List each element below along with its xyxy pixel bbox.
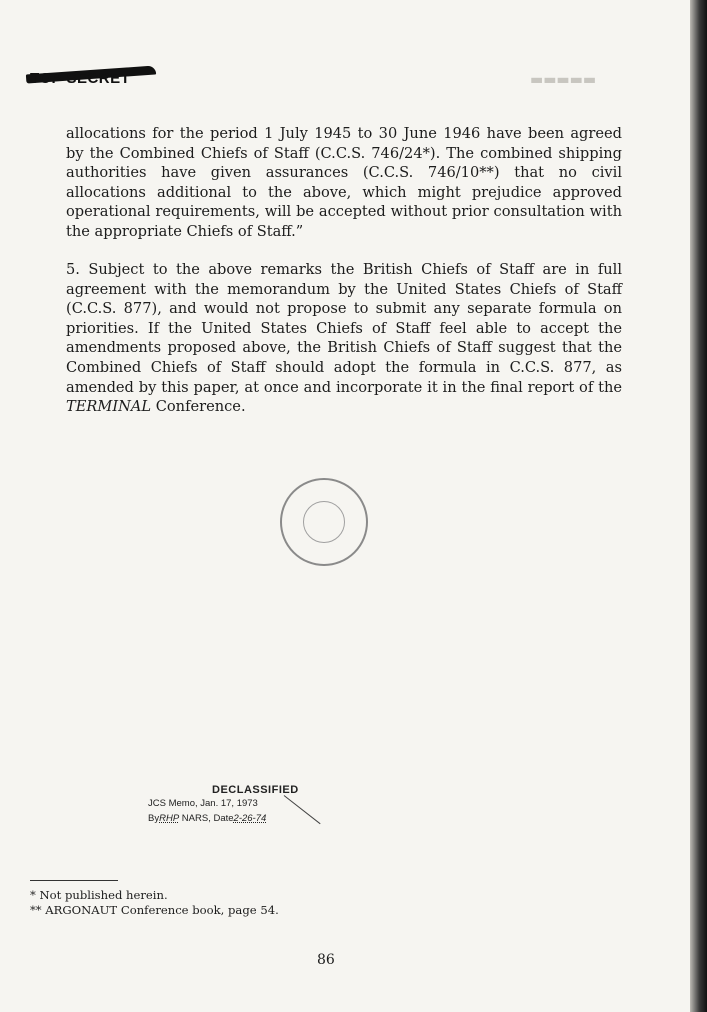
library-seal-inner-ring [303,501,345,543]
paragraph-5-text: 5. Subject to the above remarks the British Chiefs of Staff are in full agreement with the memorandum by the United States Chiefs of Staff (C.C.S. 877), and would not propose to submit any separate formula on priorities. If the United States Chiefs of Staff feel able to accept the amendments proposed above, the British Chiefs of Staff suggest that the Combined Chiefs of Staff should adopt the formula in C.C.S. 877, as amended by this paper, at once and incorporate it in the final report of the [66,261,622,396]
paragraph-5 [66,260,622,417]
declassified-by-value: RHP [159,813,180,824]
footnote-2: ** ARGONAUT Conference book, page 54. [30,903,279,917]
declassified-date-value: 2-26-74 [233,813,267,824]
declassified-authority: JCS Memo, Jan. 17, 1973 [148,798,258,809]
declassified-by-label: By [148,813,160,824]
declassified-title: DECLASSIFIED [212,784,299,796]
paragraph-5-end: Conference. [151,398,246,416]
footnote-rule [30,880,118,881]
conference-name: TERMINAL [66,398,152,416]
page-binding-edge [690,0,707,1012]
paragraph-continuation: allocations for the period 1 July 1945 to 30 June 1946 have been agreed by the Combined Chiefs of Staff (C.C.S. 746/24*). The combined shipping authorities have given assurances (C.C.S. 746/10**) that no civil allocations additional to the above, which might prejudice approved operational requirements, will be accepted without prior consultation with the appropriate Chiefs of Staff.” [66,125,622,240]
bleed-through-texture: ▬▬▬▬▬ [530,72,597,88]
declassified-stamp [148,784,348,824]
library-seal-stamp [280,478,368,566]
classification-header: TOP SECRET [30,70,131,87]
declassified-nars-label: NARS, Date [181,813,234,824]
footnote-1: * Not published herein. [30,888,168,902]
page-number: 86 [317,952,335,968]
